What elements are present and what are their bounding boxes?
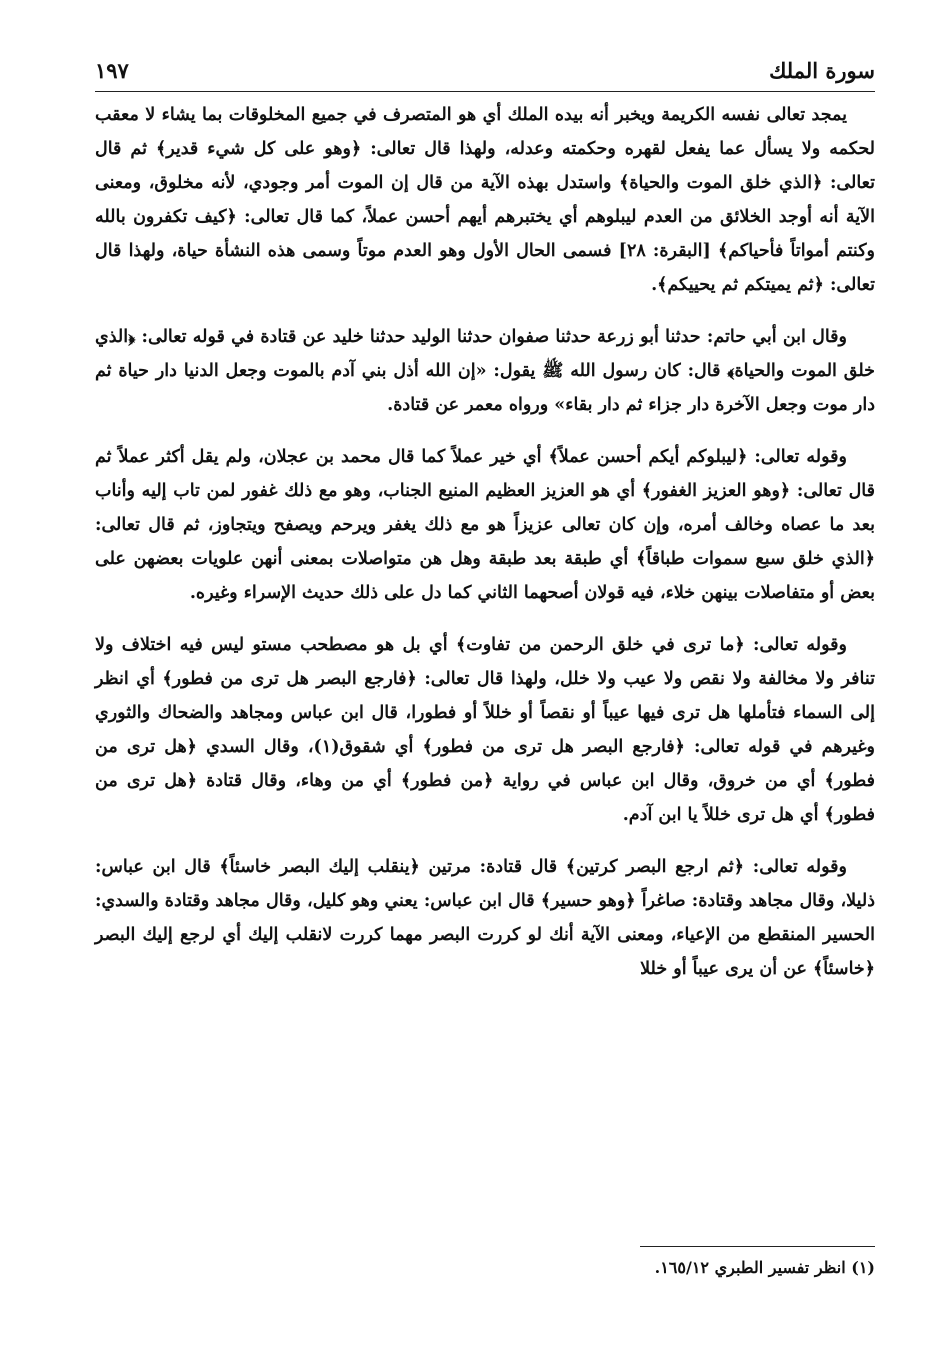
footnote: (١) انظر تفسير الطبري ١٦٥/١٢. [654, 1258, 875, 1277]
paragraph-2: وقال ابن أبي حاتم: حدثنا أبو زرعة حدثنا صفوان حدثنا الوليد حدثنا خليد عن قتادة في قوله تعالى: ﴿الذي خلق الموت والحياة﴾ قال: كان رسول الله ﷺ يقول: «إن الله أذل بني آدم بالموت وجعل الدنيا دار حياة ثم دار موت وجعل الآخرة دار جزاء ثم دار بقاء» ورواه معمر عن قتادة. [95, 327, 875, 415]
body-text [95, 98, 875, 1004]
page-header [95, 58, 875, 88]
paragraph-1: يمجد تعالى نفسه الكريمة ويخبر أنه بيده الملك أي هو المتصرف في جميع المخلوقات بما يشاء لا معقب لحكمه ولا يسأل عما يفعل لقهره وحكمته وعدله، ولهذا قال تعالى: ﴿وهو على كل شيء قدير﴾ ثم قال تعالى: ﴿الذي خلق الموت والحياة﴾ واستدل بهذه الآية من قال إن الموت أمر وجودي، لأنه مخلوق، ومعنى الآية أنه أوجد الخلائق من العدم ليبلوهم أي يختبرهم أيهم أحسن عملاً، كما قال تعالى: ﴿كيف تكفرون بالله وكنتم أمواتاً فأحياكم﴾ [البقرة: ٢٨] فسمى الحال الأول وهو العدم موتاً وسمى هذه النشأة حياة، ولهذا قال تعالى: ﴿ثم يميتكم ثم يحييكم﴾. [95, 105, 875, 295]
paragraph-4: وقوله تعالى: ﴿ما ترى في خلق الرحمن من تفاوت﴾ أي بل هو مصطحب مستو ليس فيه اختلاف ولا تنافر ولا مخالفة ولا نقص ولا عيب ولا خلل، ولهذا قال تعالى: ﴿فارجع البصر هل ترى من فطور﴾ أي انظر إلى السماء فتأملها هل ترى فيها عيباً أو نقصاً أو خللاً أو فطورا، قال ابن عباس ومجاهد والضحاك والثوري وغيرهم في قوله تعالى: ﴿فارجع البصر هل ترى من فطور﴾ أي شقوق(١)، وقال السدي ﴿هل ترى من فطور﴾ أي من خروق، وقال ابن عباس في رواية ﴿من فطور﴾ أي من وهاء، وقال قتادة ﴿هل ترى من فطور﴾ أي هل ترى خللاً يا ابن آدم. [95, 635, 875, 825]
paragraph-5: وقوله تعالى: ﴿ثم ارجع البصر كرتين﴾ قال قتادة: مرتين ﴿ينقلب إليك البصر خاسئاً﴾ قال ابن عباس: ذليلا، وقال مجاهد وقتادة: صاغراً ﴿وهو حسير﴾ قال ابن عباس: يعني وهو كليل، وقال مجاهد وقتادة والسدي: الحسير المنقطع من الإعياء، ومعنى الآية أنك لو كررت البصر مهما كررت لانقلب إليك أي لرجع إليك البصر ﴿خاسئاً﴾ عن أن يرى عيباً أو خللا [95, 857, 875, 979]
footnote-divider [640, 1246, 875, 1247]
page-number: ١٩٧ [95, 58, 129, 83]
paragraph-3: وقوله تعالى: ﴿ليبلوكم أيكم أحسن عملاً﴾ أي خير عملاً كما قال محمد بن عجلان، ولم يقل أكثر عملاً ثم قال تعالى: ﴿وهو العزيز الغفور﴾ أي هو العزيز العظيم المنيع الجناب، وهو مع ذلك غفور لمن تاب إليه وأناب بعد ما عصاه وخالف أمره، وإن كان تعالى عزيزاً هو مع ذلك يغفر ويرحم ويصفح ويتجاوز، ثم قال تعالى: ﴿الذي خلق سبع سموات طباقاً﴾ أي طبقة بعد طبقة وهل هن متواصلات بمعنى أنهن علويات بعضهن على بعض أو متفاصلات بينهن خلاء، فيه قولان أصحهما الثاني كما دل على ذلك حديث الإسراء وغيره. [95, 447, 875, 603]
header-divider [95, 91, 875, 92]
surah-title: سورة الملك [769, 58, 875, 83]
